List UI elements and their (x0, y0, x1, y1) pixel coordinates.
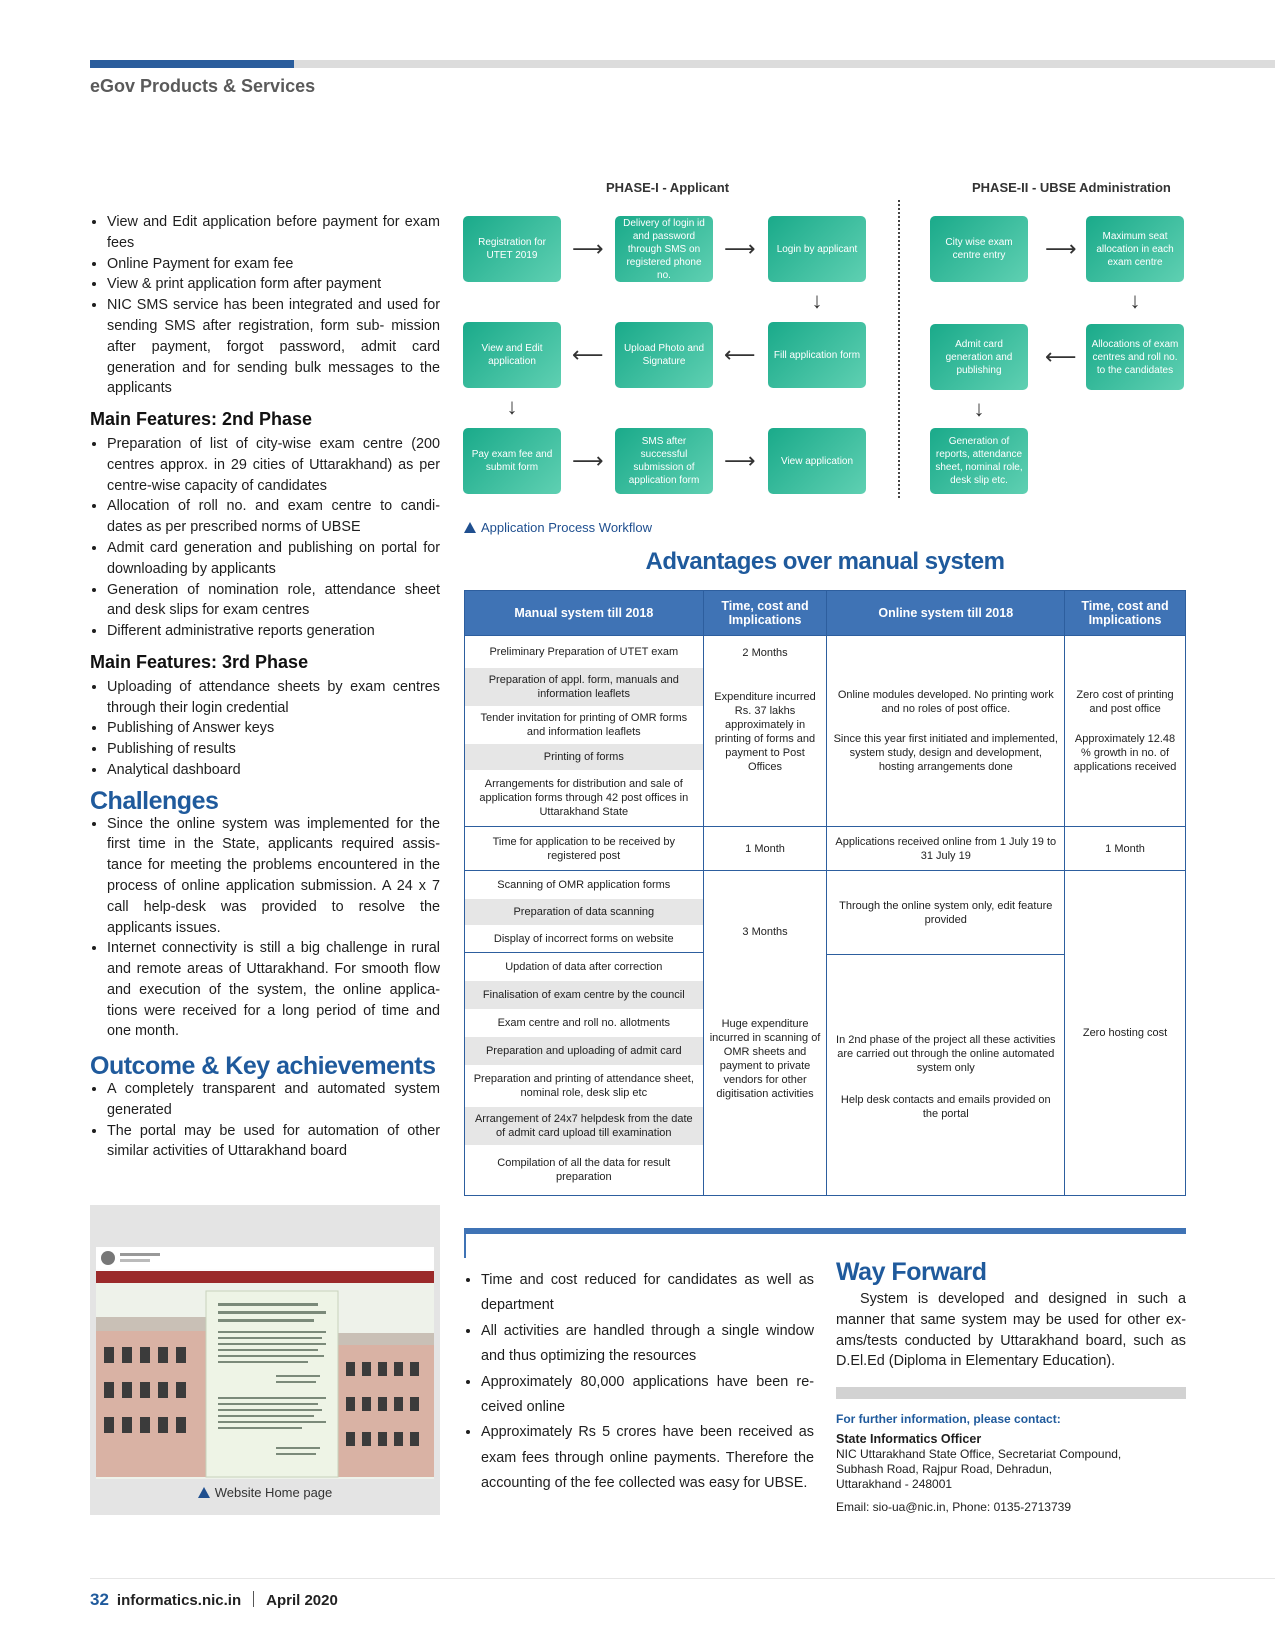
manual-item: Preliminary Preparation of UTET exam (489, 646, 679, 658)
triangle-marker-icon (198, 1487, 210, 1498)
contact-address: Uttarakhand - 248001 (836, 1477, 953, 1491)
way-forward-heading: Way Forward (836, 1258, 987, 1286)
arrow-down-icon: ↓ (506, 394, 518, 419)
arrow-right-icon: ⟶ (724, 448, 756, 473)
manual-cell (465, 871, 704, 1196)
footer (90, 1590, 338, 1610)
arrow-down-icon: ↓ (973, 396, 985, 421)
outcome-list (90, 1079, 440, 1162)
way-forward (836, 1258, 1186, 1372)
list-item: • All activities are handled through a single window and thus optimizing the resources (481, 1319, 814, 1370)
online-text: Help desk contacts and emails provided on the portal (840, 1094, 1051, 1120)
implication-cell: 1 Month (1065, 827, 1186, 871)
wf-box-view: View application (768, 428, 866, 494)
column-header: Time, cost and Implications (703, 591, 827, 636)
way-forward-text: System is developed and designed in such a manner that same system may be used for other ex- ams/tests conducted by Uttarakhand board, such as D.El.Ed (Diploma in Elementary Education). (836, 1291, 1186, 1370)
time-text: Expenditure incurred Rs. 37 lakhs approximately in printing of forms and payment to Post Offices (714, 691, 816, 773)
contact-address: Subhash Road, Rajpur Road, Dehradun, (836, 1462, 1053, 1476)
wf-box-login: Login by applicant (768, 216, 866, 282)
manual-item: Exam centre and roll no. allotments (497, 1017, 670, 1029)
list-item: • NIC SMS service has been integrated and used for sending SMS after registration, form sub- mission after payment, forgot password, admit card generation and for sending bulk messages to the applicants (107, 295, 440, 399)
wf-box-max-seat: Maximum seat allocation in each exam centre (1086, 216, 1184, 282)
implication-cell (1065, 636, 1186, 827)
implication-text: Zero cost of printing and post office (1076, 689, 1174, 715)
time-cell (703, 871, 827, 1196)
arrow-left-icon: ⟵ (572, 342, 604, 367)
footer-site[interactable]: informatics.nic.in (116, 1592, 242, 1609)
table-footer-bar (464, 1228, 1186, 1234)
manual-item: Tender invitation for printing of OMR forms and information leaflets (480, 712, 688, 738)
online-text: Through the online system only, edit feature provided (827, 871, 1064, 955)
section-label: eGov Products & Services (90, 76, 316, 96)
time-text: Huge expenditure incurred in scanning of OMR sheets and payment to private vendors for other digitisation activities (709, 1018, 821, 1100)
contact-divider (836, 1387, 1186, 1399)
footer-separator (253, 1591, 254, 1607)
list-item: • Approximately 80,000 applications have been re- ceived online (481, 1370, 814, 1421)
challenges-list (90, 814, 440, 1043)
list-item: • Internet connectivity is still a big challenge in rural and remote areas of Uttarakhand. For smooth flow and execution of the system, the online applica- tions were received for a long period of time and one month. (107, 938, 440, 1042)
arrow-left-icon: ⟵ (724, 342, 756, 367)
manual-item: Compilation of all the data for result preparation (497, 1157, 671, 1183)
phase1-title: PHASE-I - Applicant (606, 180, 730, 195)
left-column (90, 212, 440, 1162)
online-cell: Applications received online from 1 July 19 to 31 July 19 (827, 827, 1065, 871)
list-item: • Online Payment for exam fee (107, 254, 440, 275)
list-item: • Time and cost reduced for candidates as well as department (481, 1268, 814, 1319)
manual-item: Preparation of appl. form, manuals and information leaflets (465, 668, 703, 706)
arrow-right-icon: ⟶ (724, 236, 756, 261)
wf-box-fill: Fill application form (768, 322, 866, 388)
arrow-right-icon: ⟶ (572, 448, 604, 473)
manual-item: Preparation and printing of attendance sheet, nominal role, desk slip etc (473, 1073, 694, 1099)
arrow-left-icon: ⟵ (1045, 344, 1077, 369)
results-list (464, 1268, 814, 1497)
contact-email[interactable]: Email: sio-ua@nic.in, Phone: 0135-2713739 (836, 1500, 1071, 1514)
phase2-title: PHASE-II - UBSE Administration (972, 180, 1171, 195)
time-text: 2 Months (742, 647, 788, 659)
wf-box-admit: Admit card generation and publishing (930, 324, 1028, 390)
advantages-table (464, 590, 1186, 1196)
website-illustration (96, 1247, 434, 1479)
list-item: • Publishing of results (107, 739, 440, 760)
table-row (465, 871, 1186, 1196)
wf-box-view-edit: View and Edit application (463, 322, 561, 388)
list-item: • Preparation of list of city-wise exam centre (200 centres approx. in 29 cities of Uttarakhand) as per centre-wise capacity of candidates (107, 434, 440, 496)
page-number: 32 (90, 1590, 109, 1609)
implication-cell: Zero hosting cost (1065, 871, 1186, 1196)
manual-item: Preparation and uploading of admit card (465, 1037, 703, 1065)
table-footer-tick (464, 1234, 466, 1258)
table-row (465, 636, 1186, 827)
manual-item: Arrangements for distribution and sale of application forms through 42 post offices in Uttarakhand State (479, 778, 689, 818)
contact-block (836, 1412, 1186, 1515)
list-item: • Uploading of attendance sheets by exam centres through their login credential (107, 677, 440, 719)
online-cell (827, 636, 1065, 827)
online-text: In 2nd phase of the project all these activities are carried out through the online automated system only (836, 1034, 1056, 1074)
list-item: • Analytical dashboard (107, 760, 440, 781)
implication-text: Approximately 12.48 % growth in no. of applications received (1073, 733, 1177, 773)
footer-rule (90, 1578, 1275, 1579)
list-item: • Approximately Rs 5 crores have been received as exam fees through online payments. Therefore the accounting of the fee collected was easy for UBSE. (481, 1420, 814, 1496)
list-item: • Admit card generation and publishing on portal for downloading by applicants (107, 538, 440, 580)
features-list (90, 212, 440, 399)
website-caption: Website Home page (90, 1485, 440, 1500)
challenges-heading: Challenges (90, 786, 219, 815)
online-text: Since this year first initiated and implemented, system study, design and development, hosting arrangements done (833, 733, 1058, 773)
website-home-page-image (96, 1247, 434, 1479)
wf-box-sms: SMS after successful submission of application form (615, 428, 713, 494)
manual-item: Updation of data after correction (505, 961, 663, 973)
phase-divider (898, 200, 900, 498)
contact-address: NIC Uttarakhand State Office, Secretariat Compound, (836, 1447, 1122, 1461)
list-item: • A completely transparent and automated system generated (107, 1079, 440, 1121)
results-list-block (464, 1268, 814, 1497)
time-cell: 1 Month (703, 827, 827, 871)
arrow-down-icon: ↓ (811, 288, 823, 313)
arrow-down-icon: ↓ (1129, 288, 1141, 313)
wf-box-reports: Generation of reports, attendance sheet, nominal role, desk slip etc. (930, 428, 1028, 494)
column-header: Time, cost and Implications (1065, 591, 1186, 636)
wf-box-pay: Pay exam fee and submit form (463, 428, 561, 494)
wf-box-allocations: Allocations of exam centres and roll no. to the candidates (1086, 324, 1184, 390)
wf-box-delivery: Delivery of login id and password through SMS on registered phone no. (615, 216, 713, 282)
manual-item: Printing of forms (465, 744, 703, 770)
list-item: • View and Edit application before payment for exam fees (107, 212, 440, 254)
phase3-list (90, 677, 440, 781)
list-item: • Generation of nomination role, attendance sheet and desk slips for exam centres (107, 580, 440, 622)
list-item: • View & print application form after payment (107, 274, 440, 295)
list-item: • Allocation of roll no. and exam centre to candi- dates as per prescribed norms of UBSE (107, 496, 440, 538)
list-item: • Since the online system was implemented for the first time in the State, applicants required assis- tance for meeting the problems encountered in the process of online application submission. A 24 x 7 call help-desk was provided to resolve the applicants issues. (107, 814, 440, 939)
wf-box-upload: Upload Photo and Signature (615, 322, 713, 388)
phase2-heading: Main Features: 2nd Phase (90, 409, 313, 430)
manual-item: Arrangement of 24x7 helpdesk from the date of admit card upload till examination (465, 1107, 703, 1145)
wf-box-city: City wise exam centre entry (930, 216, 1028, 282)
manual-cell (465, 636, 704, 827)
online-text: Online modules developed. No printing work and no roles of post office. (837, 689, 1054, 715)
manual-item: Finalisation of exam centre by the council (465, 981, 703, 1009)
wf-box-registration: Registration for UTET 2019 (463, 216, 561, 282)
phase3-heading: Main Features: 3rd Phase (90, 651, 309, 672)
contact-officer: State Informatics Officer (836, 1432, 982, 1446)
manual-item: Scanning of OMR application forms (497, 879, 671, 891)
advantages-title: Advantages over manual system (645, 548, 1005, 575)
manual-cell: Time for application to be received by registered post (465, 827, 704, 871)
triangle-marker-icon (464, 522, 476, 533)
table-row (465, 827, 1186, 871)
manual-item: Preparation of data scanning (465, 899, 703, 925)
arrow-right-icon: ⟶ (572, 236, 604, 261)
arrow-right-icon: ⟶ (1045, 236, 1077, 261)
online-cell (827, 871, 1065, 1196)
column-header: Manual system till 2018 (465, 591, 704, 636)
contact-heading: For further information, please contact: (836, 1412, 1061, 1426)
list-item: • Different administrative reports generation (107, 621, 440, 642)
time-cell (703, 636, 827, 827)
header-rule (294, 60, 1275, 68)
footer-date: April 2020 (266, 1592, 338, 1609)
list-item: • The portal may be used for automation of other similar activities of Uttarakhand board (107, 1121, 440, 1163)
phase2-list (90, 434, 440, 642)
outcome-heading: Outcome & Key achievements (90, 1052, 436, 1081)
time-text: 3 Months (742, 926, 788, 938)
list-item: • Publishing of Answer keys (107, 718, 440, 739)
website-screenshot-panel (90, 1205, 440, 1515)
manual-item: Display of incorrect forms on website (465, 925, 703, 953)
column-header: Online system till 2018 (827, 591, 1065, 636)
header-accent-bar (90, 60, 294, 68)
workflow-caption: Application Process Workflow (464, 520, 652, 535)
